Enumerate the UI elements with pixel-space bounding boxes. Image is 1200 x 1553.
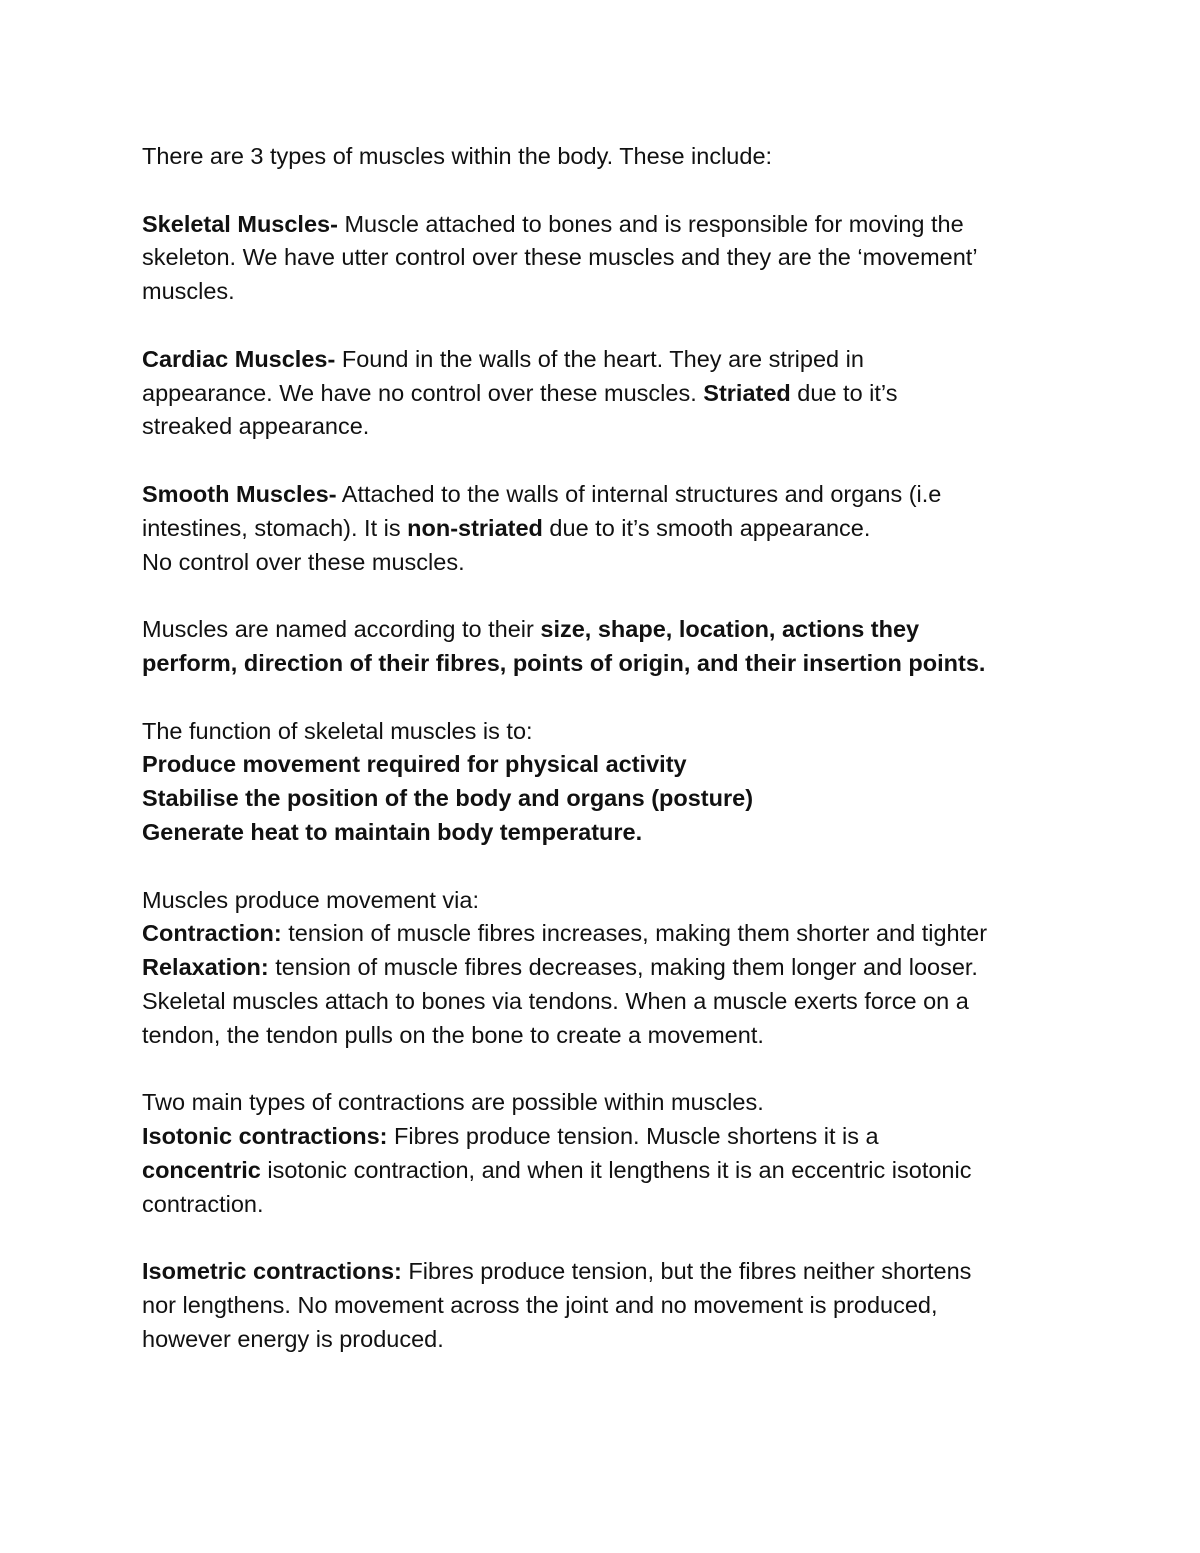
paragraph-gap: [142, 309, 1082, 343]
cardiac-line-2: [142, 377, 1082, 411]
paragraph-gap: [142, 850, 1082, 884]
movement-line-5: tendon, the tendon pulls on the bone to create a movement.: [142, 1021, 764, 1048]
document-body: [142, 140, 1082, 1357]
skeletal-text-1: Muscle attached to bones and is responsible for moving the: [337, 210, 964, 237]
smooth-text-2a: intestines, stomach). It is: [142, 514, 408, 541]
contractions-intro: Two main types of contractions are possible within muscles.: [142, 1089, 764, 1116]
smooth-line-3: No control over these muscles.: [142, 548, 465, 575]
isotonic-line-2: [142, 1154, 1082, 1188]
isotonic-line-3: contraction.: [142, 1190, 264, 1217]
isometric-line-3: however energy is produced.: [142, 1325, 444, 1352]
skeletal-line-3: muscles.: [142, 278, 235, 305]
skeletal-term: Skeletal Muscles-: [142, 210, 338, 237]
isotonic-line-1: [142, 1120, 1082, 1154]
paragraph-gap: [142, 1053, 1082, 1087]
cardiac-text-2a: appearance. We have no control over these muscles.: [142, 379, 704, 406]
paragraph-gap: [142, 444, 1082, 478]
contraction-line: [142, 917, 1082, 951]
paragraph-gap: [142, 579, 1082, 613]
isotonic-text-1: Fibres produce tension. Muscle shortens it is a: [387, 1123, 879, 1150]
smooth-line-1: [142, 478, 1082, 512]
paragraph-gap: [142, 681, 1082, 715]
cardiac-text-1: Found in the walls of the heart. They are striped in: [335, 345, 864, 372]
function-item: [142, 748, 1082, 782]
naming-line-1: [142, 613, 1082, 647]
paragraph-gap: [142, 174, 1082, 208]
movement-intro: Muscles produce movement via:: [142, 886, 479, 913]
naming-text-1a: Muscles are named according to their: [142, 616, 541, 643]
function-item-text: Produce movement required for physical activity: [142, 751, 687, 778]
smooth-text-1: Attached to the walls of internal structures and organs (i.e: [336, 480, 942, 507]
function-item-text: Stabilise the position of the body and organs (posture): [142, 785, 754, 812]
relaxation-line: [142, 951, 1082, 985]
contraction-text: tension of muscle fibres increases, making them shorter and tighter: [281, 920, 988, 947]
smooth-term: Smooth Muscles-: [142, 480, 337, 507]
skeletal-line-2: skeleton. We have utter control over these muscles and they are the ‘movement’: [142, 244, 978, 271]
contraction-term: Contraction:: [142, 920, 282, 947]
naming-bold-2: perform, direction of their fibres, points of origin, and their insertion points.: [142, 649, 986, 676]
cardiac-term: Cardiac Muscles-: [142, 345, 336, 372]
relaxation-term: Relaxation:: [142, 954, 269, 981]
isometric-text-1: Fibres produce tension, but the fibres neither shortens: [401, 1258, 972, 1285]
isometric-line-1: [142, 1255, 1082, 1289]
naming-line-2: [142, 647, 1082, 681]
isotonic-text-2: isotonic contraction, and when it lengthens it is an eccentric isotonic: [260, 1156, 972, 1183]
cardiac-line-1: [142, 343, 1082, 377]
function-intro: The function of skeletal muscles is to:: [142, 717, 533, 744]
naming-bold-1b: size, shape, location, actions they: [540, 616, 920, 643]
concentric-term: concentric: [142, 1156, 261, 1183]
intro-line: There are 3 types of muscles within the body. These include:: [142, 143, 773, 169]
cardiac-text-2c: due to it’s: [790, 379, 898, 406]
smooth-line-2: [142, 512, 1082, 546]
isotonic-term: Isotonic contractions:: [142, 1123, 388, 1150]
relaxation-text: tension of muscle fibres decreases, making them longer and looser.: [268, 954, 978, 981]
isometric-line-2: nor lengthens. No movement across the joint and no movement is produced,: [142, 1292, 938, 1319]
function-item: [142, 782, 1082, 816]
isometric-term: Isometric contractions:: [142, 1258, 402, 1285]
cardiac-line-3: streaked appearance.: [142, 413, 370, 440]
non-striated-term: non-striated: [407, 514, 543, 541]
striated-term: Striated: [703, 379, 791, 406]
movement-line-4: Skeletal muscles attach to bones via tendons. When a muscle exerts force on a: [142, 987, 969, 1014]
paragraph-gap: [142, 1222, 1082, 1256]
function-item: [142, 816, 1082, 850]
skeletal-line-1: [142, 208, 1082, 242]
smooth-text-2c: due to it’s smooth appearance.: [542, 514, 871, 541]
function-item-text: Generate heat to maintain body temperature.: [142, 818, 643, 845]
